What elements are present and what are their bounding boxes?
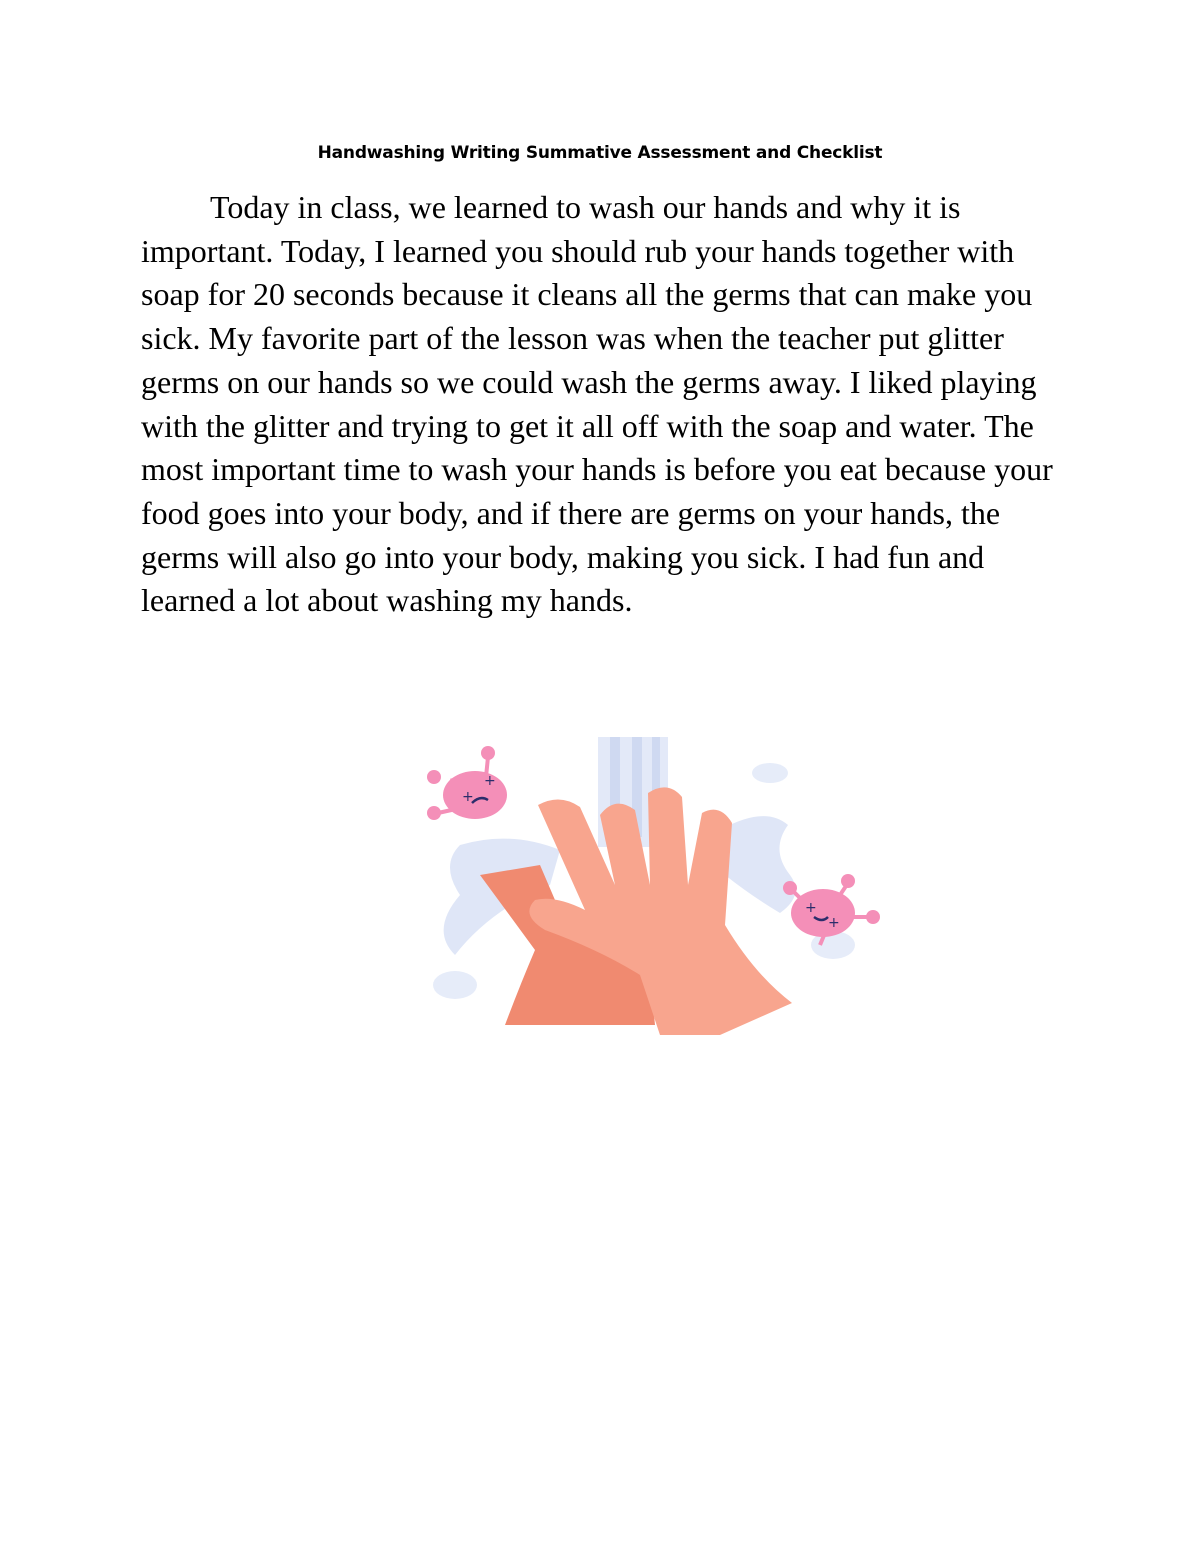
body-paragraph: Today in class, we learned to wash our hands and why it is important. Today, I learned you should rub your hands together with soap for 20 seconds because it cleans all the germs that can make you sick. My favorite part of the lesson was when the teacher put glitter germs on our hands so we could wash the germs away. I liked playing with the glitter and trying to get it all off with the soap and water. The most important time to wash your hands is before you eat because your food goes into your body, and if there are germs on your hands, the germs will also go into your body, making you sick. I had fun and learned a lot about washing my hands. <box>141 189 1053 619</box>
svg-text:+: + <box>462 789 474 805</box>
svg-text:+: + <box>484 773 496 789</box>
svg-text:+: + <box>828 915 840 931</box>
handwashing-illustration-icon <box>420 735 890 1035</box>
germ-top-left <box>427 746 507 820</box>
svg-text:+: + <box>805 900 817 916</box>
document-title: Handwashing Writing Summative Assessment and Checklist <box>317 143 883 163</box>
germ-right <box>783 874 880 945</box>
